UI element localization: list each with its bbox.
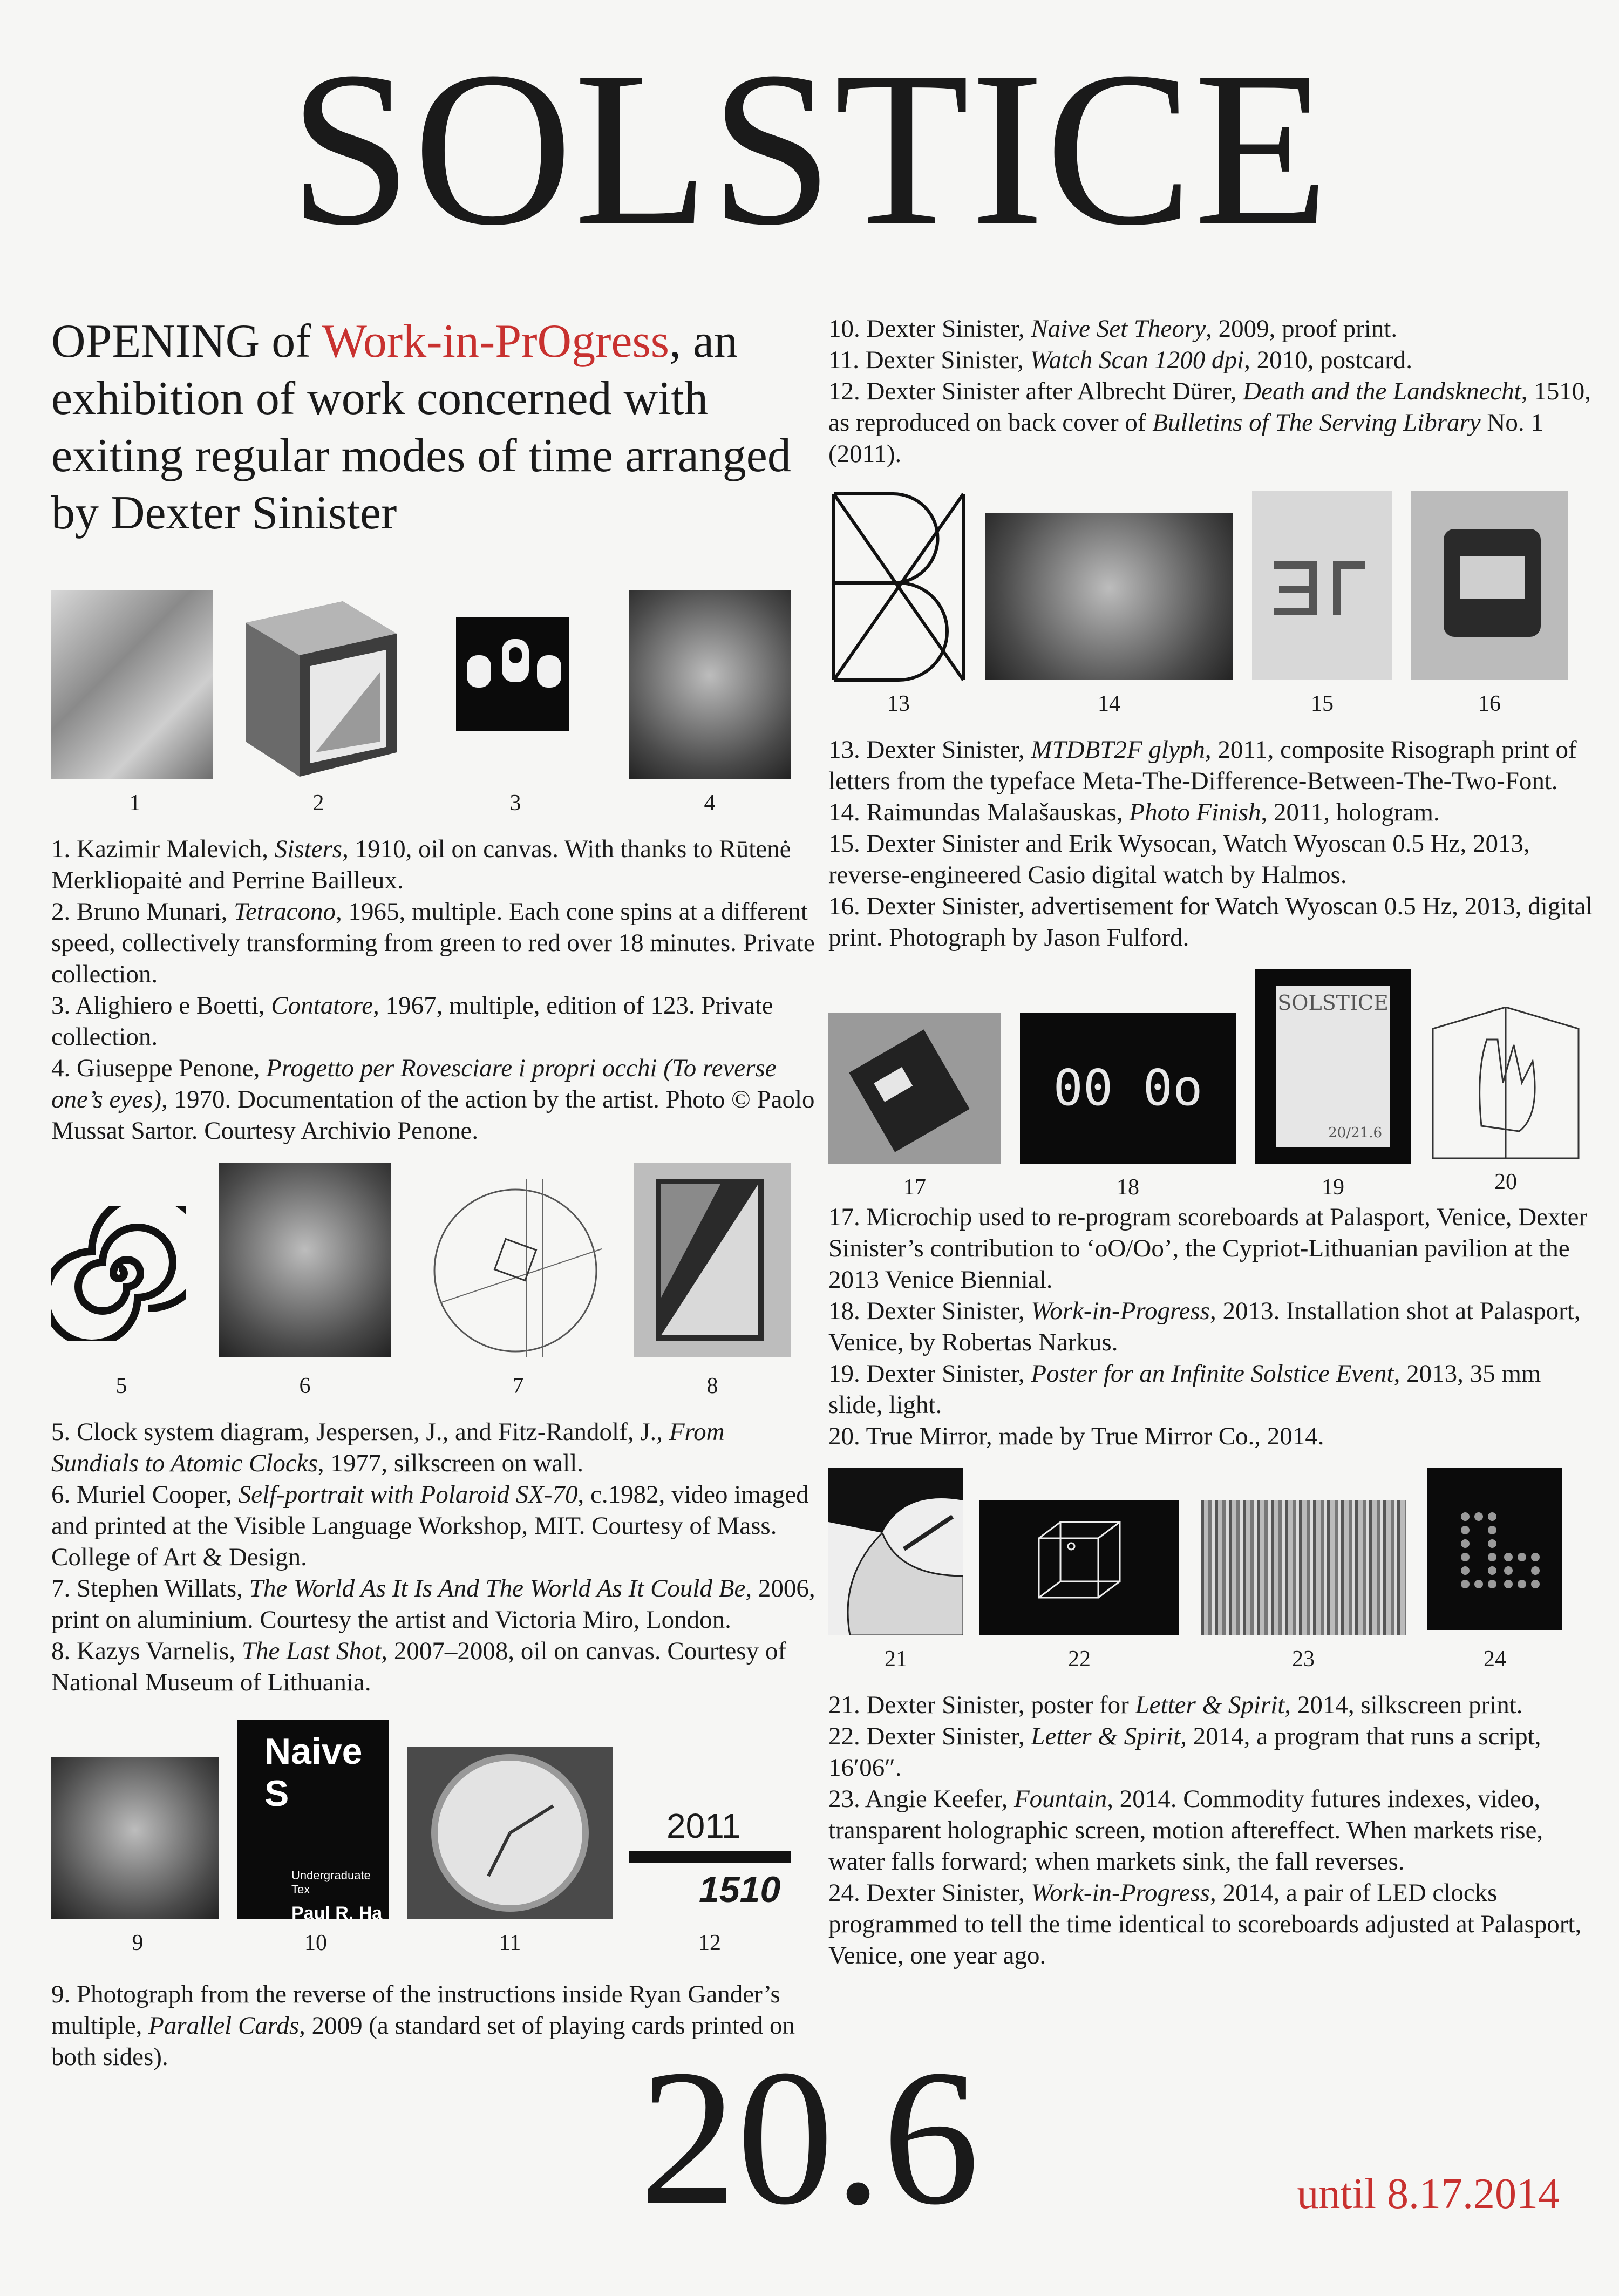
figure-number: 18: [1117, 1175, 1139, 1200]
figure-number: 2: [312, 791, 324, 816]
figure-number: 4: [704, 791, 716, 816]
image-row-6: [828, 1468, 1595, 1684]
figure-number: 8: [706, 1374, 718, 1398]
slide-title-text: SOLSTICE: [1277, 991, 1389, 1015]
figure-13: [828, 491, 969, 729]
headline-rest: , an exhibition of work concerned with exiting regular modes of time arranged by Dexter Sinister: [51, 315, 791, 539]
closing-date: until 8.17.2014: [1297, 2170, 1560, 2218]
figure-6: [219, 1163, 391, 1411]
book-cover-image: [237, 1720, 389, 1919]
figure-number: 5: [115, 1374, 127, 1398]
caption-7: 7. Stephen Willats, The World As It Is And The World As It Could Be, 2006, print on aluminium. Courtesy the artist and Victoria Miro, London.: [51, 1574, 815, 1634]
caption-9: 9. Photograph from the reverse of the instructions inside Ryan Gander’s multiple, Parallel Cards, 2009 (a standard set of playing cards printed on both sides).: [51, 1980, 795, 2071]
wireframe-cube-image: [979, 1500, 1179, 1635]
figure-number: 21: [885, 1647, 907, 1672]
figure-19: [1255, 969, 1411, 1200]
right-column: [828, 313, 1595, 1971]
caption-2: 2. Bruno Munari, Tetracono, 1965, multiple. Each cone spins at a different speed, collectively transforming from green to red over 18 minutes. Private collection.: [51, 898, 815, 988]
caption-12: 12. Dexter Sinister after Albrecht Dürer, Death and the Landsknecht, 1510, as reproduced on back cover of Bulletins of The Serving Library No. 1 (2011).: [828, 377, 1591, 468]
figure-number: 9: [132, 1931, 144, 1955]
figure-number: 17: [903, 1175, 926, 1200]
caption-5: 5. Clock system diagram, Jespersen, J., and Fitz-Randolf, J., From Sundials to Atomic Clocks, 1977, silkscreen on wall.: [51, 1418, 725, 1477]
figure-16: [1411, 491, 1568, 729]
figure-number: 7: [512, 1374, 524, 1398]
figure-18: [1020, 1013, 1236, 1200]
image-row-2: [51, 1163, 818, 1411]
figure-number: 1: [129, 791, 141, 816]
captions-5-8: [51, 1416, 818, 1698]
figure-21: [828, 1468, 963, 1684]
figure-22: [979, 1500, 1179, 1684]
figure-1: [51, 590, 219, 828]
caption-19: 19. Dexter Sinister, Poster for an Infinite Solstice Event, 2013, 35 mm slide, light.: [828, 1360, 1541, 1419]
figure-5: [51, 1206, 192, 1411]
captions-1-4: [51, 833, 818, 1146]
caption-11: 11. Dexter Sinister, Watch Scan 1200 dpi, 2010, postcard.: [828, 346, 1413, 374]
caption-1: 1. Kazimir Malevich, Sisters, 1910, oil on canvas. With thanks to Rūtenė Merkliopaitė and Perrine Bailleux.: [51, 835, 791, 894]
image-row-1: [51, 590, 818, 828]
scoreboard-image: 00 0o: [1020, 1013, 1236, 1164]
figure-number: 14: [1098, 691, 1120, 716]
figure-7: [429, 1179, 607, 1411]
book-subtitle-text: Undergraduate Tex: [291, 1869, 371, 1896]
figure-10: [237, 1720, 394, 1973]
caption-14: 14. Raimundas Malašauskas, Photo Finish, 2011, hologram.: [828, 798, 1440, 826]
led-clock-image: [1427, 1468, 1562, 1630]
poster-slide-image: [1255, 969, 1411, 1164]
headline-prefix: OPENING of: [51, 315, 322, 368]
watch-image: [407, 1747, 613, 1919]
fountain-image: [1201, 1500, 1406, 1635]
cube-image: [235, 590, 402, 779]
glyph-image: [828, 491, 969, 685]
figure-number: 13: [887, 691, 910, 716]
left-column: [51, 313, 818, 2073]
figure-17: [828, 1013, 1001, 1200]
image-row-3: [51, 1720, 818, 1973]
image-row-4: [828, 491, 1595, 729]
figure-number: 12: [698, 1931, 721, 1955]
caption-15: 15. Dexter Sinister and Erik Wysocan, Watch Wyoscan 0.5 Hz, 2013, reverse-engineered Casio digital watch by Halmos.: [828, 830, 1530, 889]
captions-21-24: [828, 1689, 1595, 1971]
figure-8: [634, 1163, 791, 1411]
diagram-image: [429, 1179, 607, 1357]
figure-number: 20: [1494, 1170, 1517, 1194]
figure-14: [985, 513, 1233, 729]
figure-9: [51, 1757, 224, 1973]
figure-11: [407, 1747, 613, 1973]
caption-8: 8. Kazys Varnelis, The Last Shot, 2007–2008, oil on canvas. Courtesy of National Museum of Lithuania.: [51, 1637, 787, 1696]
caption-16: 16. Dexter Sinister, advertisement for Watch Wyoscan 0.5 Hz, 2013, digital print. Photograph by Jason Fulford.: [828, 892, 1593, 952]
caption-10: 10. Dexter Sinister, Naive Set Theory, 2009, proof print.: [828, 315, 1398, 343]
caption-22: 22. Dexter Sinister, Letter & Spirit, 2014, a program that runs a script, 16′06″.: [828, 1722, 1541, 1782]
figure-number: 3: [509, 791, 521, 816]
caption-13: 13. Dexter Sinister, MTDBT2F glyph, 2011, composite Risograph print of letters from the typeface Meta-The-Difference-Between-The-Two-Font.: [828, 736, 1577, 795]
microchip-image: [828, 1013, 1001, 1164]
figure-24: [1427, 1468, 1562, 1684]
caption-20: 20. True Mirror, made by True Mirror Co., 2014.: [828, 1422, 1324, 1450]
figure-15: [1252, 491, 1392, 729]
figure-number: 10: [304, 1931, 327, 1955]
caption-23: 23. Angie Keefer, Fountain, 2014. Commodity futures indexes, video, transparent holographic screen, motion aftereffect. When markets rise, water falls forward; when markets sink, the fall reverses.: [828, 1785, 1543, 1876]
figure-number: 15: [1311, 691, 1334, 716]
year-image: [629, 1806, 791, 1925]
headline-highlight: Work-in-PrOgress: [322, 315, 669, 368]
figure-12: [629, 1806, 791, 1973]
figure-4: [629, 590, 791, 828]
poster-title: SOLSTICE: [289, 26, 1330, 271]
figure-number: 6: [299, 1374, 311, 1398]
caption-24: 24. Dexter Sinister, Work-in-Progress, 2014, a pair of LED clocks programmed to tell the time identical to scoreboards adjusted at Palasport, Venice, one year ago.: [828, 1879, 1582, 1969]
smoking-figure-image: [828, 1468, 963, 1635]
spiral-image: [51, 1206, 186, 1341]
figure-2: [235, 590, 402, 828]
book-author-text: Paul R. Ha: [291, 1903, 383, 1919]
caption-21: 21. Dexter Sinister, poster for Letter & Spirit, 2014, silkscreen print.: [828, 1691, 1523, 1719]
figure-3: [456, 617, 575, 828]
caption-17: 17. Microchip used to re-program scoreboards at Palasport, Venice, Dexter Sinister’s contribution to ‘oO/Oo’, the Cypriot-Lithuanian pavilion at the 2013 Venice Biennial.: [828, 1203, 1588, 1294]
figure-20: [1427, 1007, 1584, 1196]
year-bottom-text: 1510: [699, 1869, 781, 1910]
caption-6: 6. Muriel Cooper, Self-portrait with Polaroid SX-70, c.1982, video imaged and printed at the Visible Language Workshop, MIT. Courtesy of Mass. College of Art & Design.: [51, 1480, 809, 1571]
year-top-text: 2011: [666, 1806, 741, 1845]
figure-number: 22: [1068, 1647, 1091, 1672]
image-row-5: [828, 969, 1595, 1200]
captions-13-16: [828, 734, 1595, 953]
figure-number: 11: [499, 1931, 521, 1955]
figure-number: 23: [1292, 1647, 1315, 1672]
book-title-text: Naive S: [264, 1731, 363, 1814]
figure-number: 24: [1484, 1647, 1506, 1672]
figure-number: 16: [1478, 691, 1501, 716]
captions-10-12: [828, 313, 1595, 470]
opening-date: 20.6: [640, 2029, 979, 2245]
caption-3: 3. Alighiero e Boetti, Contatore, 1967, multiple, edition of 123. Private collection.: [51, 991, 773, 1051]
figure-number: 19: [1322, 1175, 1344, 1200]
casio-watch-image: [1411, 491, 1568, 680]
slide-date-text: 20/21.6: [1328, 1125, 1382, 1141]
watch-digits-image: [1252, 491, 1392, 680]
captions-17-20: [828, 1201, 1595, 1452]
mirror-image: [1427, 1007, 1584, 1164]
headline: [51, 313, 818, 542]
caption-4: 4. Giuseppe Penone, Progetto per Rovesciare i propri occhi (To reverse one’s eyes), 1970. Documentation of the action by the artist. Photo © Paolo Mussat Sartor. Courtesy Archivio Penone.: [51, 1054, 815, 1145]
counter-image: [456, 617, 569, 731]
figure-23: [1201, 1500, 1406, 1684]
painting-image: [634, 1163, 791, 1357]
caption-18: 18. Dexter Sinister, Work-in-Progress, 2013. Installation shot at Palasport, Venice, by Robertas Narkus.: [828, 1297, 1581, 1356]
